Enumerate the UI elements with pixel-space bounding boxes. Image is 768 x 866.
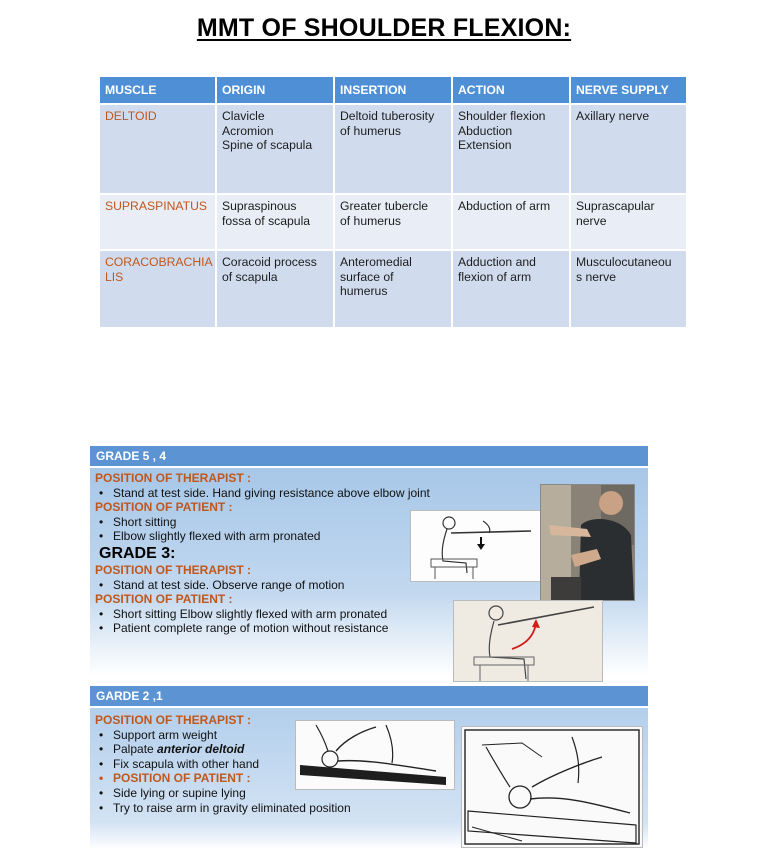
header-origin: ORIGIN <box>216 76 334 104</box>
cell-origin: Clavicle Acromion Spine of scapula <box>216 104 334 194</box>
list-item: • Try to raise arm in gravity eliminated position <box>95 801 351 816</box>
side-lying-illustration <box>461 726 643 848</box>
cell-insertion: Anteromedial surface of humerus <box>334 250 452 328</box>
list-item: • Stand at test side. Observe range of motion <box>95 578 430 593</box>
therapist-heading: POSITION OF THERAPIST : <box>95 713 252 727</box>
table-header-row <box>99 76 687 104</box>
cell-muscle: CORACOBRACHIA LIS <box>99 250 216 328</box>
patient-heading: POSITION OF PATIENT : <box>95 500 233 515</box>
list-item: • Side lying or supine lying <box>95 786 351 801</box>
cell-action: Adduction and flexion of arm <box>452 250 570 328</box>
cell-nerve: Axillary nerve <box>570 104 687 194</box>
list-item: • Short sitting <box>95 515 430 530</box>
grade-5-4-text <box>95 471 430 636</box>
cell-insertion: Deltoid tuberosity of humerus <box>334 104 452 194</box>
header-nerve-supply: NERVE SUPPLY <box>570 76 687 104</box>
table-row <box>99 104 687 194</box>
therapist-photo <box>540 484 635 601</box>
grade-3-heading: GRADE 3: <box>99 544 176 562</box>
patient-heading: POSITION OF PATIENT : <box>95 592 233 607</box>
seated-arm-raise-illustration <box>453 600 603 682</box>
list-item: • Elbow slightly flexed with arm pronated <box>95 529 430 544</box>
table-row <box>99 250 687 328</box>
list-item: • Patient complete range of motion without resistance <box>95 621 430 636</box>
cell-action: Shoulder flexion Abduction Extension <box>452 104 570 194</box>
seated-resistance-illustration <box>410 510 542 582</box>
therapist-heading: POSITION OF THERAPIST : <box>95 562 252 577</box>
cell-nerve: Suprascapular nerve <box>570 194 687 250</box>
muscle-table <box>98 75 688 329</box>
page-title: MMT OF SHOULDER FLEXION: <box>196 14 572 42</box>
supine-lying-illustration <box>295 720 455 790</box>
cell-action: Abduction of arm <box>452 194 570 250</box>
list-item: • Fix scapula with other hand <box>95 757 351 772</box>
header-insertion: INSERTION <box>334 76 452 104</box>
header-muscle: MUSCLE <box>99 76 216 104</box>
cell-muscle: DELTOID <box>99 104 216 194</box>
cell-nerve: Musculocutaneou s nerve <box>570 250 687 328</box>
list-item: • Palpate anterior deltoid <box>95 742 351 757</box>
list-item: • Short sitting Elbow slightly flexed with arm pronated <box>95 607 430 622</box>
cell-insertion: Greater tubercle of humerus <box>334 194 452 250</box>
list-item: • Stand at test side. Hand giving resistance above elbow joint <box>95 486 430 501</box>
grade-5-4-header: GRADE 5 , 4 <box>90 446 648 468</box>
cell-muscle: SUPRASPINATUS <box>99 194 216 250</box>
table-row <box>99 194 687 250</box>
header-action: ACTION <box>452 76 570 104</box>
patient-heading: • POSITION OF PATIENT : <box>95 771 351 786</box>
list-item: • Support arm weight <box>95 728 351 743</box>
therapist-heading: POSITION OF THERAPIST : <box>95 471 252 485</box>
cell-origin: Coracoid process of scapula <box>216 250 334 328</box>
grade-2-1-header: GARDE 2 ,1 <box>90 686 648 708</box>
cell-origin: Supraspinous fossa of scapula <box>216 194 334 250</box>
